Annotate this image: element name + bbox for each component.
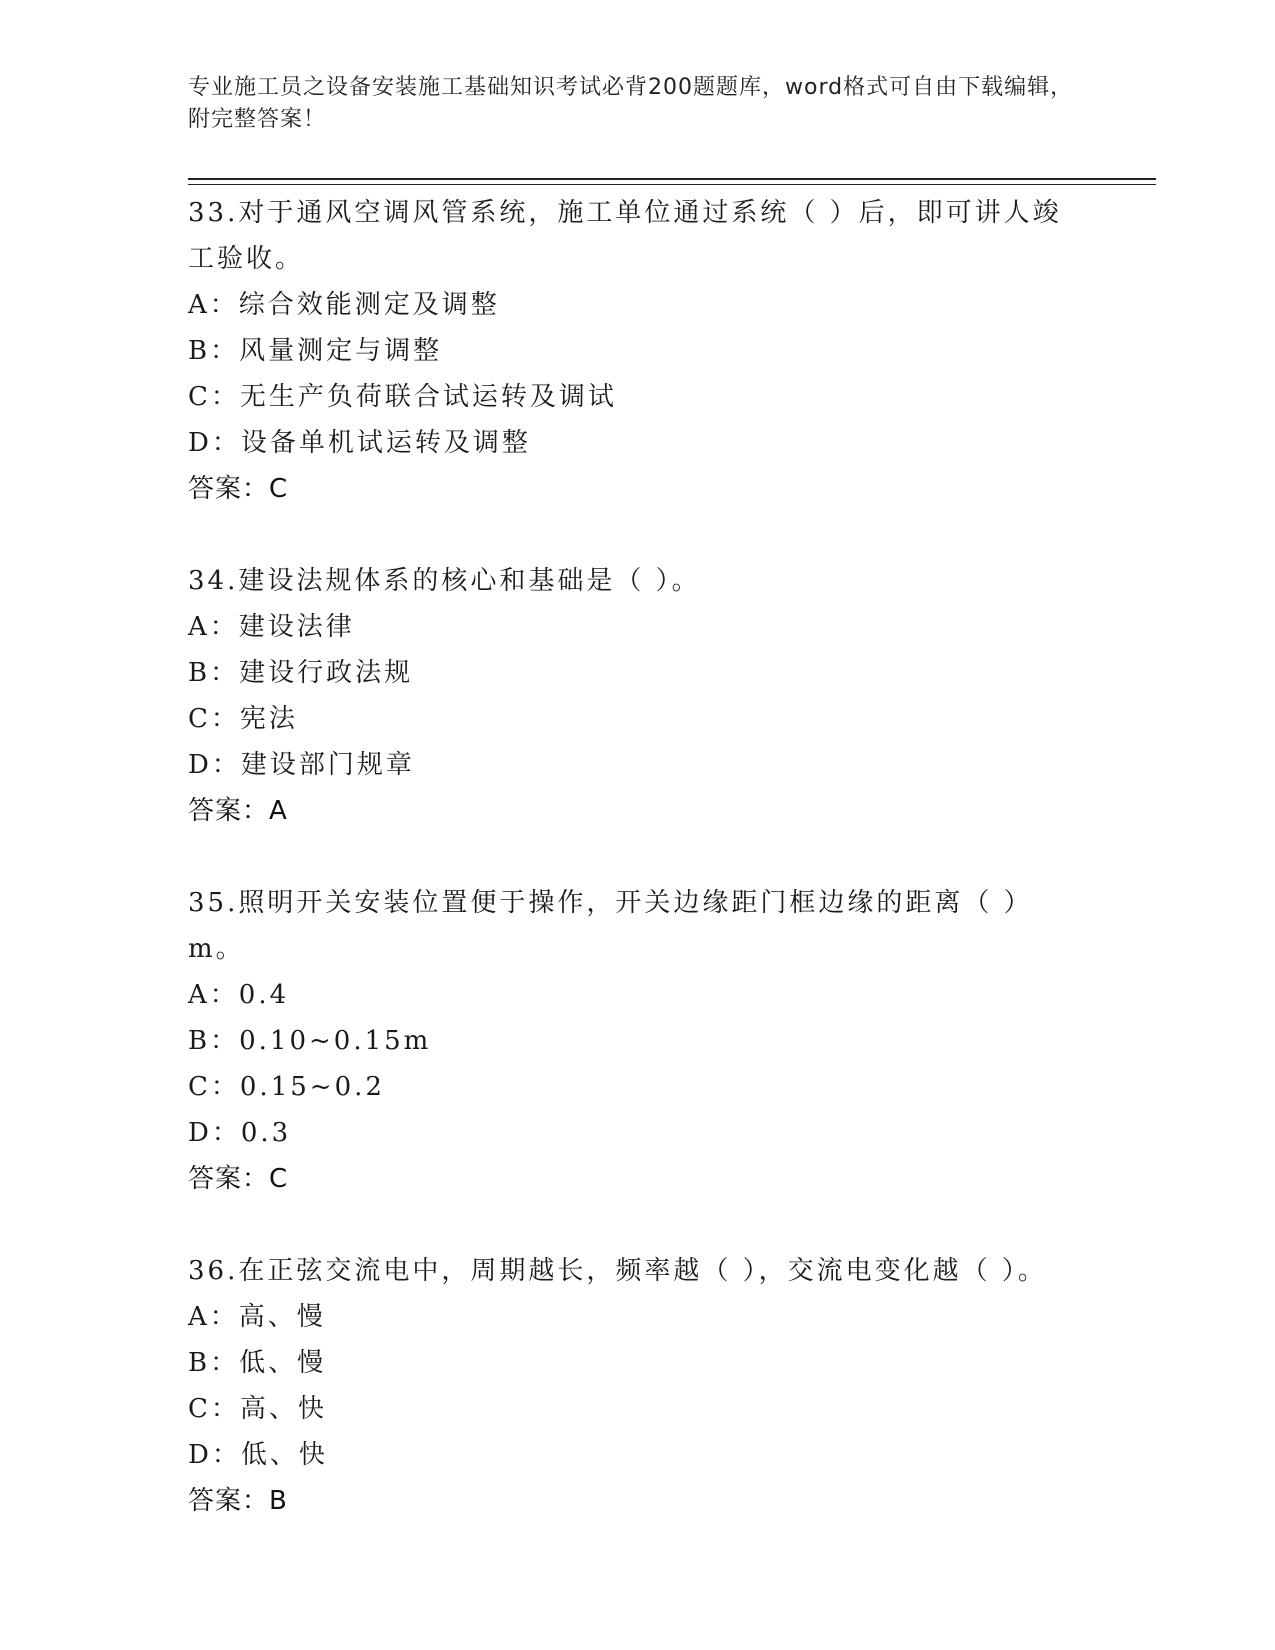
option-b: B：0.10~0.15m xyxy=(188,1026,432,1056)
option-a: A：0.4 xyxy=(188,980,290,1010)
question-stem: 36.在正弦交流电中，周期越长，频率越（ ），交流电变化越（ ）。 xyxy=(188,1256,1047,1286)
question-stem: 35.照明开关安装位置便于操作，开关边缘距门框边缘的距离（ ）m。 xyxy=(188,888,1033,964)
option-d: D：设备单机试运转及调整 xyxy=(188,428,531,458)
answer-text: 答案：B xyxy=(188,1486,288,1516)
option-d: D：建设部门规章 xyxy=(188,750,415,780)
header-divider-thick xyxy=(188,178,1156,180)
option-d: D：低、快 xyxy=(188,1440,328,1470)
document-header: 专业施工员之设备安装施工基础知识考试必背200题题库，word格式可自由下载编辑，附完整答案！ xyxy=(188,75,1074,132)
option-c: C：无生产负荷联合试运转及调试 xyxy=(188,382,617,412)
option-c: C：宪法 xyxy=(188,704,298,734)
answer-text: 答案：A xyxy=(188,796,288,826)
option-b: B：风量测定与调整 xyxy=(188,336,443,366)
option-c: C：0.15~0.2 xyxy=(188,1072,385,1102)
question-stem: 34.建设法规体系的核心和基础是（ ）。 xyxy=(188,566,701,596)
option-a: A：建设法律 xyxy=(188,612,355,642)
question-33 xyxy=(188,190,1088,512)
option-d: D：0.3 xyxy=(188,1118,292,1148)
option-a: A：高、慢 xyxy=(188,1302,326,1332)
question-36 xyxy=(188,1248,1088,1524)
answer-text: 答案：C xyxy=(188,474,289,504)
option-c: C：高、快 xyxy=(188,1394,327,1424)
question-34 xyxy=(188,558,1088,834)
question-35 xyxy=(188,880,1088,1202)
option-a: A：综合效能测定及调整 xyxy=(188,290,500,320)
option-b: B：建设行政法规 xyxy=(188,658,414,688)
question-stem: 33.对于通风空调风管系统，施工单位通过系统（ ）后，即可讲人竣工验收。 xyxy=(188,198,1062,274)
option-b: B：低、慢 xyxy=(188,1348,327,1378)
answer-text: 答案：C xyxy=(188,1164,289,1194)
question-list xyxy=(188,190,1088,1570)
header-divider-thin xyxy=(188,184,1156,185)
